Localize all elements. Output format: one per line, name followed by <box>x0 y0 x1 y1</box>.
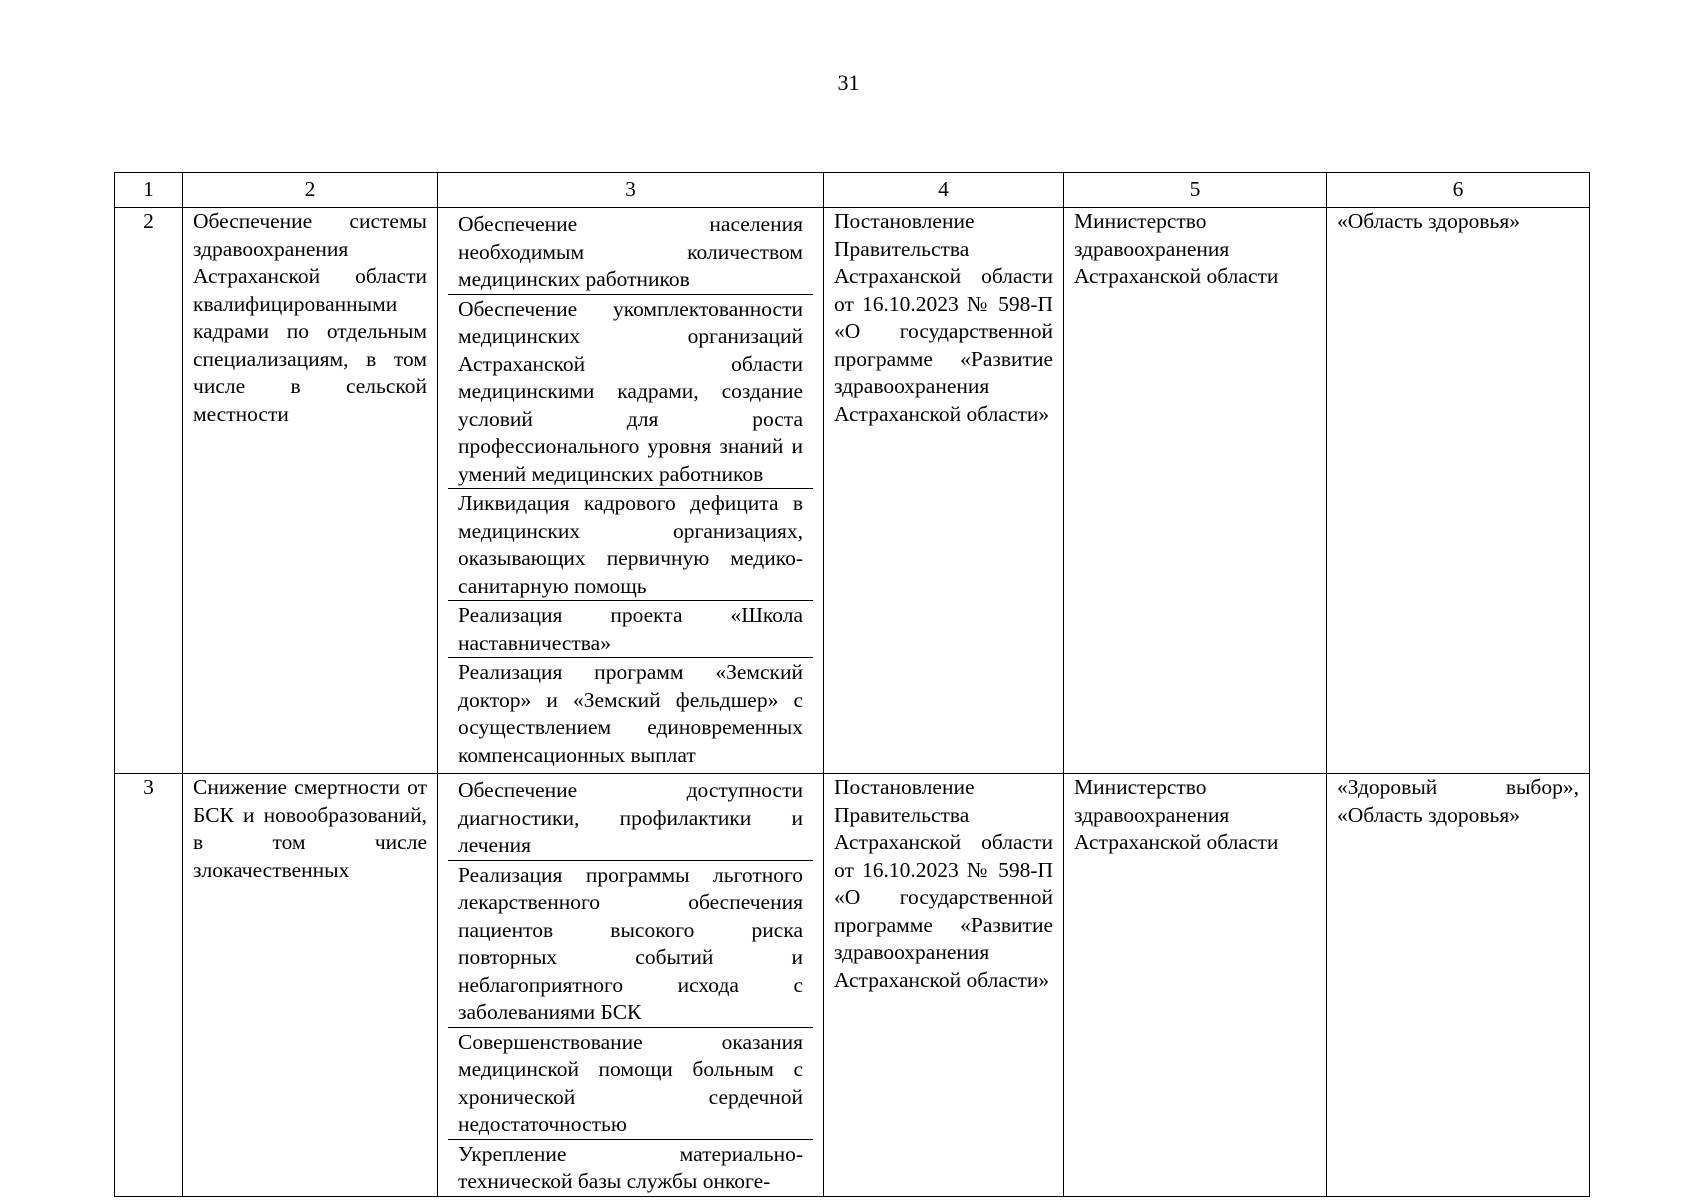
task-item: Реализация программы льготного лекарственного обеспечения пациентов высокого риска повторных событий и неблагоприятного исхода с заболеваниями БСК <box>448 860 813 1027</box>
task-item: Укрепление материально-технической базы службы онкоге- <box>448 1139 813 1196</box>
goal-cell: Обеспечение системы здравоохранения Астраханской области квалифицированными кадрами по отдельным специализациям, в том числе в сельской местности <box>183 208 438 774</box>
program-table <box>114 172 1590 1197</box>
table-row <box>115 208 1590 774</box>
document-cell: Постановление Правительства Астраханской области от 16.10.2023 № 598-П «О государственной программе «Развитие здравоохранения Астраханской области» <box>824 208 1064 774</box>
header-col-6: 6 <box>1327 173 1590 208</box>
header-col-1: 1 <box>115 173 183 208</box>
goal-cell: Снижение смертности от БСК и новообразований, в том числе злокачественных <box>183 774 438 1197</box>
tasks-cell <box>438 774 824 1197</box>
tasks-cell <box>438 208 824 774</box>
project-cell: «Область здоровья» <box>1327 208 1590 774</box>
header-col-3: 3 <box>438 173 824 208</box>
task-item: Реализация проекта «Школа наставничества» <box>448 600 813 657</box>
header-col-2: 2 <box>183 173 438 208</box>
task-item: Совершенствование оказания медицинской помощи больным с хронической сердечной недостаточностью <box>448 1027 813 1139</box>
task-item: Обеспечение укомплектованности медицинских организаций Астраханской области медицинскими кадрами, создание условий для роста профессионального уровня знаний и умений медицинских работников <box>448 294 813 489</box>
table-row <box>115 774 1590 1197</box>
header-row <box>115 173 1590 208</box>
page-number: 31 <box>837 70 860 95</box>
row-number: 3 <box>115 774 183 1197</box>
row-number: 2 <box>115 208 183 774</box>
task-item: Реализация программ «Земский доктор» и «Земский фельдшер» с осуществлением единовременных компенсационных выплат <box>448 657 813 769</box>
executor-cell: Министерство здравоохранения Астраханской области <box>1064 774 1327 1197</box>
header-col-5: 5 <box>1064 173 1327 208</box>
task-item: Обеспечение населения необходимым количеством медицинских работников <box>458 212 803 291</box>
task-item: Ликвидация кадрового дефицита в медицинских организациях, оказывающих первичную медико-санитарную помощь <box>448 488 813 600</box>
task-item: Обеспечение доступности диагностики, профилактики и лечения <box>458 778 803 857</box>
executor-cell: Министерство здравоохранения Астраханской области <box>1064 208 1327 774</box>
project-cell: «Здоровый выбор», «Область здоровья» <box>1327 774 1590 1197</box>
header-col-4: 4 <box>824 173 1064 208</box>
document-cell: Постановление Правительства Астраханской области от 16.10.2023 № 598-П «О государственной программе «Развитие здравоохранения Астраханской области» <box>824 774 1064 1197</box>
